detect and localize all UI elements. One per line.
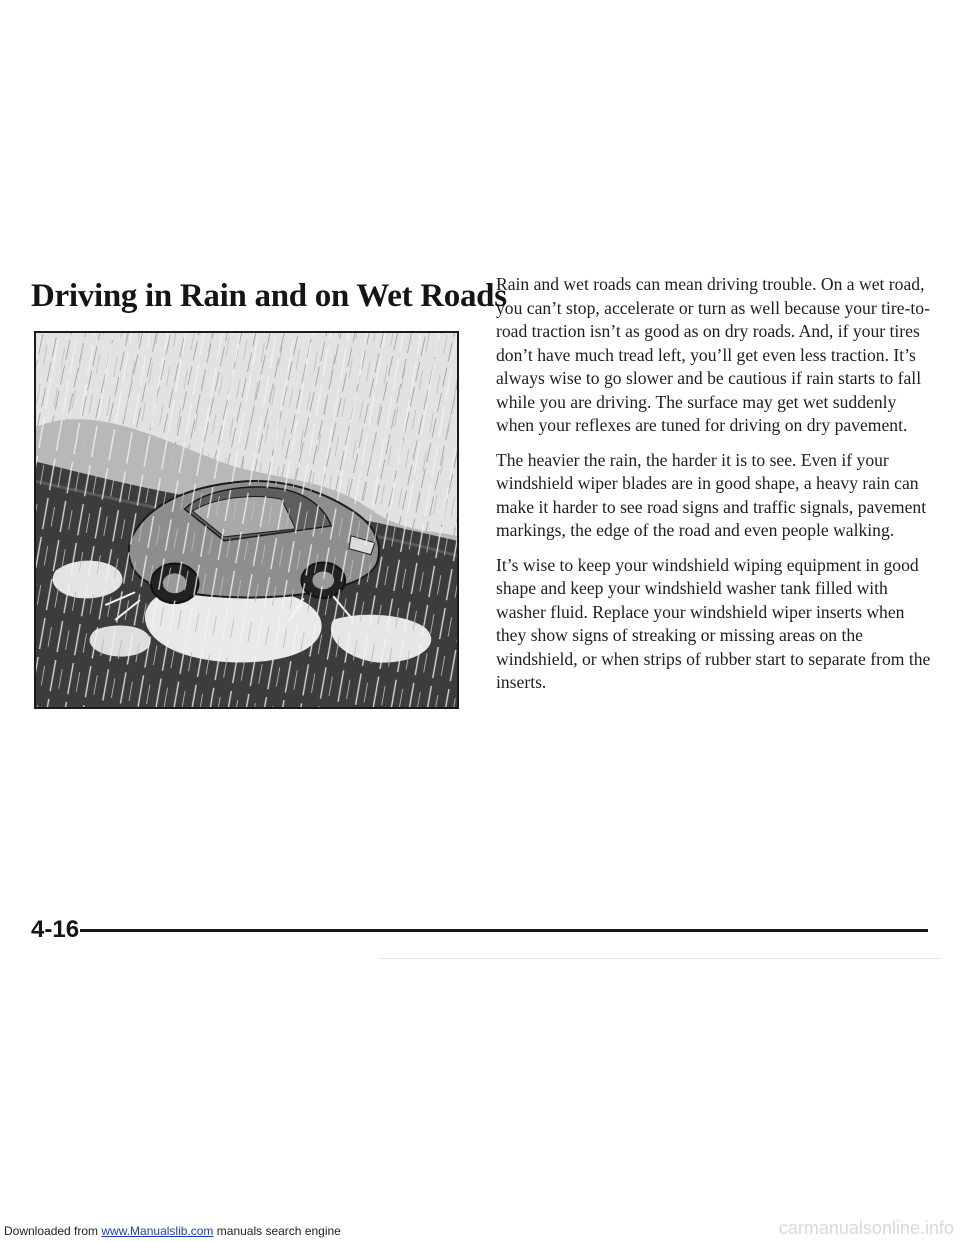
download-banner: [4, 1224, 341, 1238]
car-in-rain-illustration: [34, 331, 459, 709]
body-text: [496, 273, 936, 706]
paragraph-rain-wet-roads: Rain and wet roads can mean driving trouble. On a wet road, you can’t stop, accelerate or turn as well because your tire-to-road traction isn’t as good as on dry roads. And, if your tires don’t have much tread left, you’ll get even less traction. It’s always wise to go slower and be cautious if rain starts to fall while you are driving. The surface may get wet suddenly when your reflexes are tuned for driving on dry pavement.: [496, 274, 930, 435]
download-prefix: Downloaded from: [4, 1224, 102, 1238]
manualslib-link[interactable]: www.Manualslib.com: [101, 1224, 214, 1238]
page-number: 4-16: [31, 916, 80, 943]
faint-divider: [380, 958, 940, 959]
paragraph-heavier-rain: The heavier the rain, the harder it is to see. Even if your windshield wiper blades are in good shape, a heavy rain can make it harder to see road signs and traffic signals, pavement markings, the edge of the road and even people walking.: [496, 449, 927, 540]
site-watermark: carmanualsonline.info: [778, 1218, 954, 1238]
download-suffix: manuals search engine: [213, 1224, 341, 1238]
page-title: Driving in Rain and on Wet Roads: [31, 278, 507, 314]
footer-rule: [80, 929, 928, 932]
paragraph-wiper-equipment: It’s wise to keep your windshield wiping equipment in good shape and keep your windshield washer tank filled with washer fluid. Replace your windshield wiper inserts when they show signs of streaking or missing areas on the windshield, or when strips of rubber start to separate from the inserts.: [496, 554, 931, 692]
